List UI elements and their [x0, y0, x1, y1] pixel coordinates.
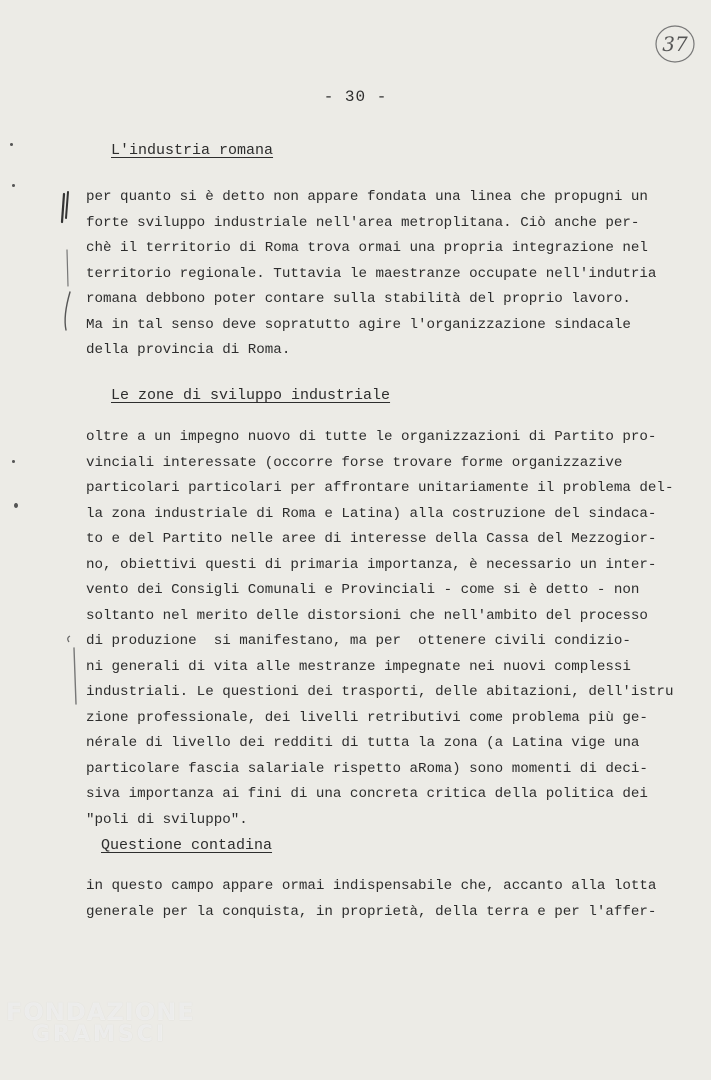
- margin-bracket-mark-1: [58, 188, 78, 333]
- margin-dot: [14, 503, 18, 508]
- text-line: della provincia di Roma.: [86, 342, 291, 358]
- text-line: siva importanza ai fini di una concreta critica della politica dei: [86, 786, 648, 802]
- section-heading-questione-contadina: Questione contadina: [101, 837, 273, 854]
- text-line: particolare fascia salariale rispetto aRoma) sono momenti di deci-: [86, 760, 648, 777]
- text-line: in questo campo appare ormai indispensabile che, accanto alla lotta: [86, 878, 657, 894]
- page-number: - 30 -: [323, 88, 388, 106]
- section-paragraph-zone-sviluppo: [86, 425, 674, 833]
- text-line: la zona industriale di Roma e Latina) alla costruzione del sindaca-: [86, 505, 657, 522]
- text-line: chè il territorio di Roma trova ormai una propria integrazione nel: [86, 240, 648, 256]
- margin-dot: [10, 143, 13, 146]
- text-line: vento dei Consigli Comunali e Provinciali - come si è detto - non: [86, 582, 640, 598]
- section-paragraph-industria-romana: [86, 185, 666, 364]
- text-line: di produzione si manifestano, ma per ottenere civili condizio-: [86, 633, 631, 649]
- watermark-line-1: FONDAZIONE: [6, 998, 195, 1026]
- text-line: soltanto nel merito delle distorsioni che nell'ambito del processo: [86, 607, 648, 624]
- archive-number: 37: [662, 32, 688, 56]
- text-line: per quanto si è detto non appare fondata una linea che propugni un: [86, 189, 648, 205]
- margin-dot: [12, 184, 15, 187]
- fondazione-gramsci-watermark: [6, 998, 195, 1047]
- text-line: Ma in tal senso deve sopratutto agire l'organizzazione sindacale: [86, 316, 631, 333]
- text-line: particolari particolari per affrontare unitariamente il problema del-: [86, 480, 674, 496]
- text-line: no, obiettivi questi di primaria importanza, è necessario un inter-: [86, 556, 657, 573]
- margin-dot: [12, 460, 15, 463]
- watermark-line-2: GRAMSCI: [32, 1022, 168, 1047]
- text-line: nérale di livello dei redditi di tutta la zona (a Latina vige una: [86, 735, 640, 751]
- text-line: forte sviluppo industriale nell'area metroplitana. Ciò anche per-: [86, 214, 640, 231]
- text-line: zione professionale, dei livelli retributivi come problema più ge-: [86, 709, 648, 726]
- section-heading-zone-sviluppo: Le zone di sviluppo industriale: [111, 387, 391, 404]
- text-line: territorio regionale. Tuttavia le maestranze occupate nell'indutria: [86, 265, 657, 282]
- text-line: to e del Partito nelle aree di interesse della Cassa del Mezzogior-: [86, 531, 657, 547]
- margin-bracket-mark-2: [62, 630, 84, 710]
- text-line: vinciali interessate (occorre forse trovare forme organizzazive: [86, 454, 623, 471]
- section-paragraph-questione-contadina: [86, 874, 666, 925]
- text-line: generale per la conquista, in proprietà, della terra e per l'affer-: [86, 903, 657, 920]
- section-heading-industria-romana: L'industria romana: [111, 142, 274, 159]
- text-line: industriali. Le questioni dei trasporti, delle abitazioni, dell'istru: [86, 684, 674, 700]
- archive-number-stamp: [653, 22, 697, 66]
- text-line: "poli di sviluppo".: [86, 811, 248, 828]
- text-line: romana debbono poter contare sulla stabilità del proprio lavoro.: [86, 291, 631, 307]
- text-line: oltre a un impegno nuovo di tutte le organizzazioni di Partito pro-: [86, 429, 657, 445]
- text-line: ni generali di vita alle mestranze impegnate nei nuovi complessi: [86, 658, 631, 675]
